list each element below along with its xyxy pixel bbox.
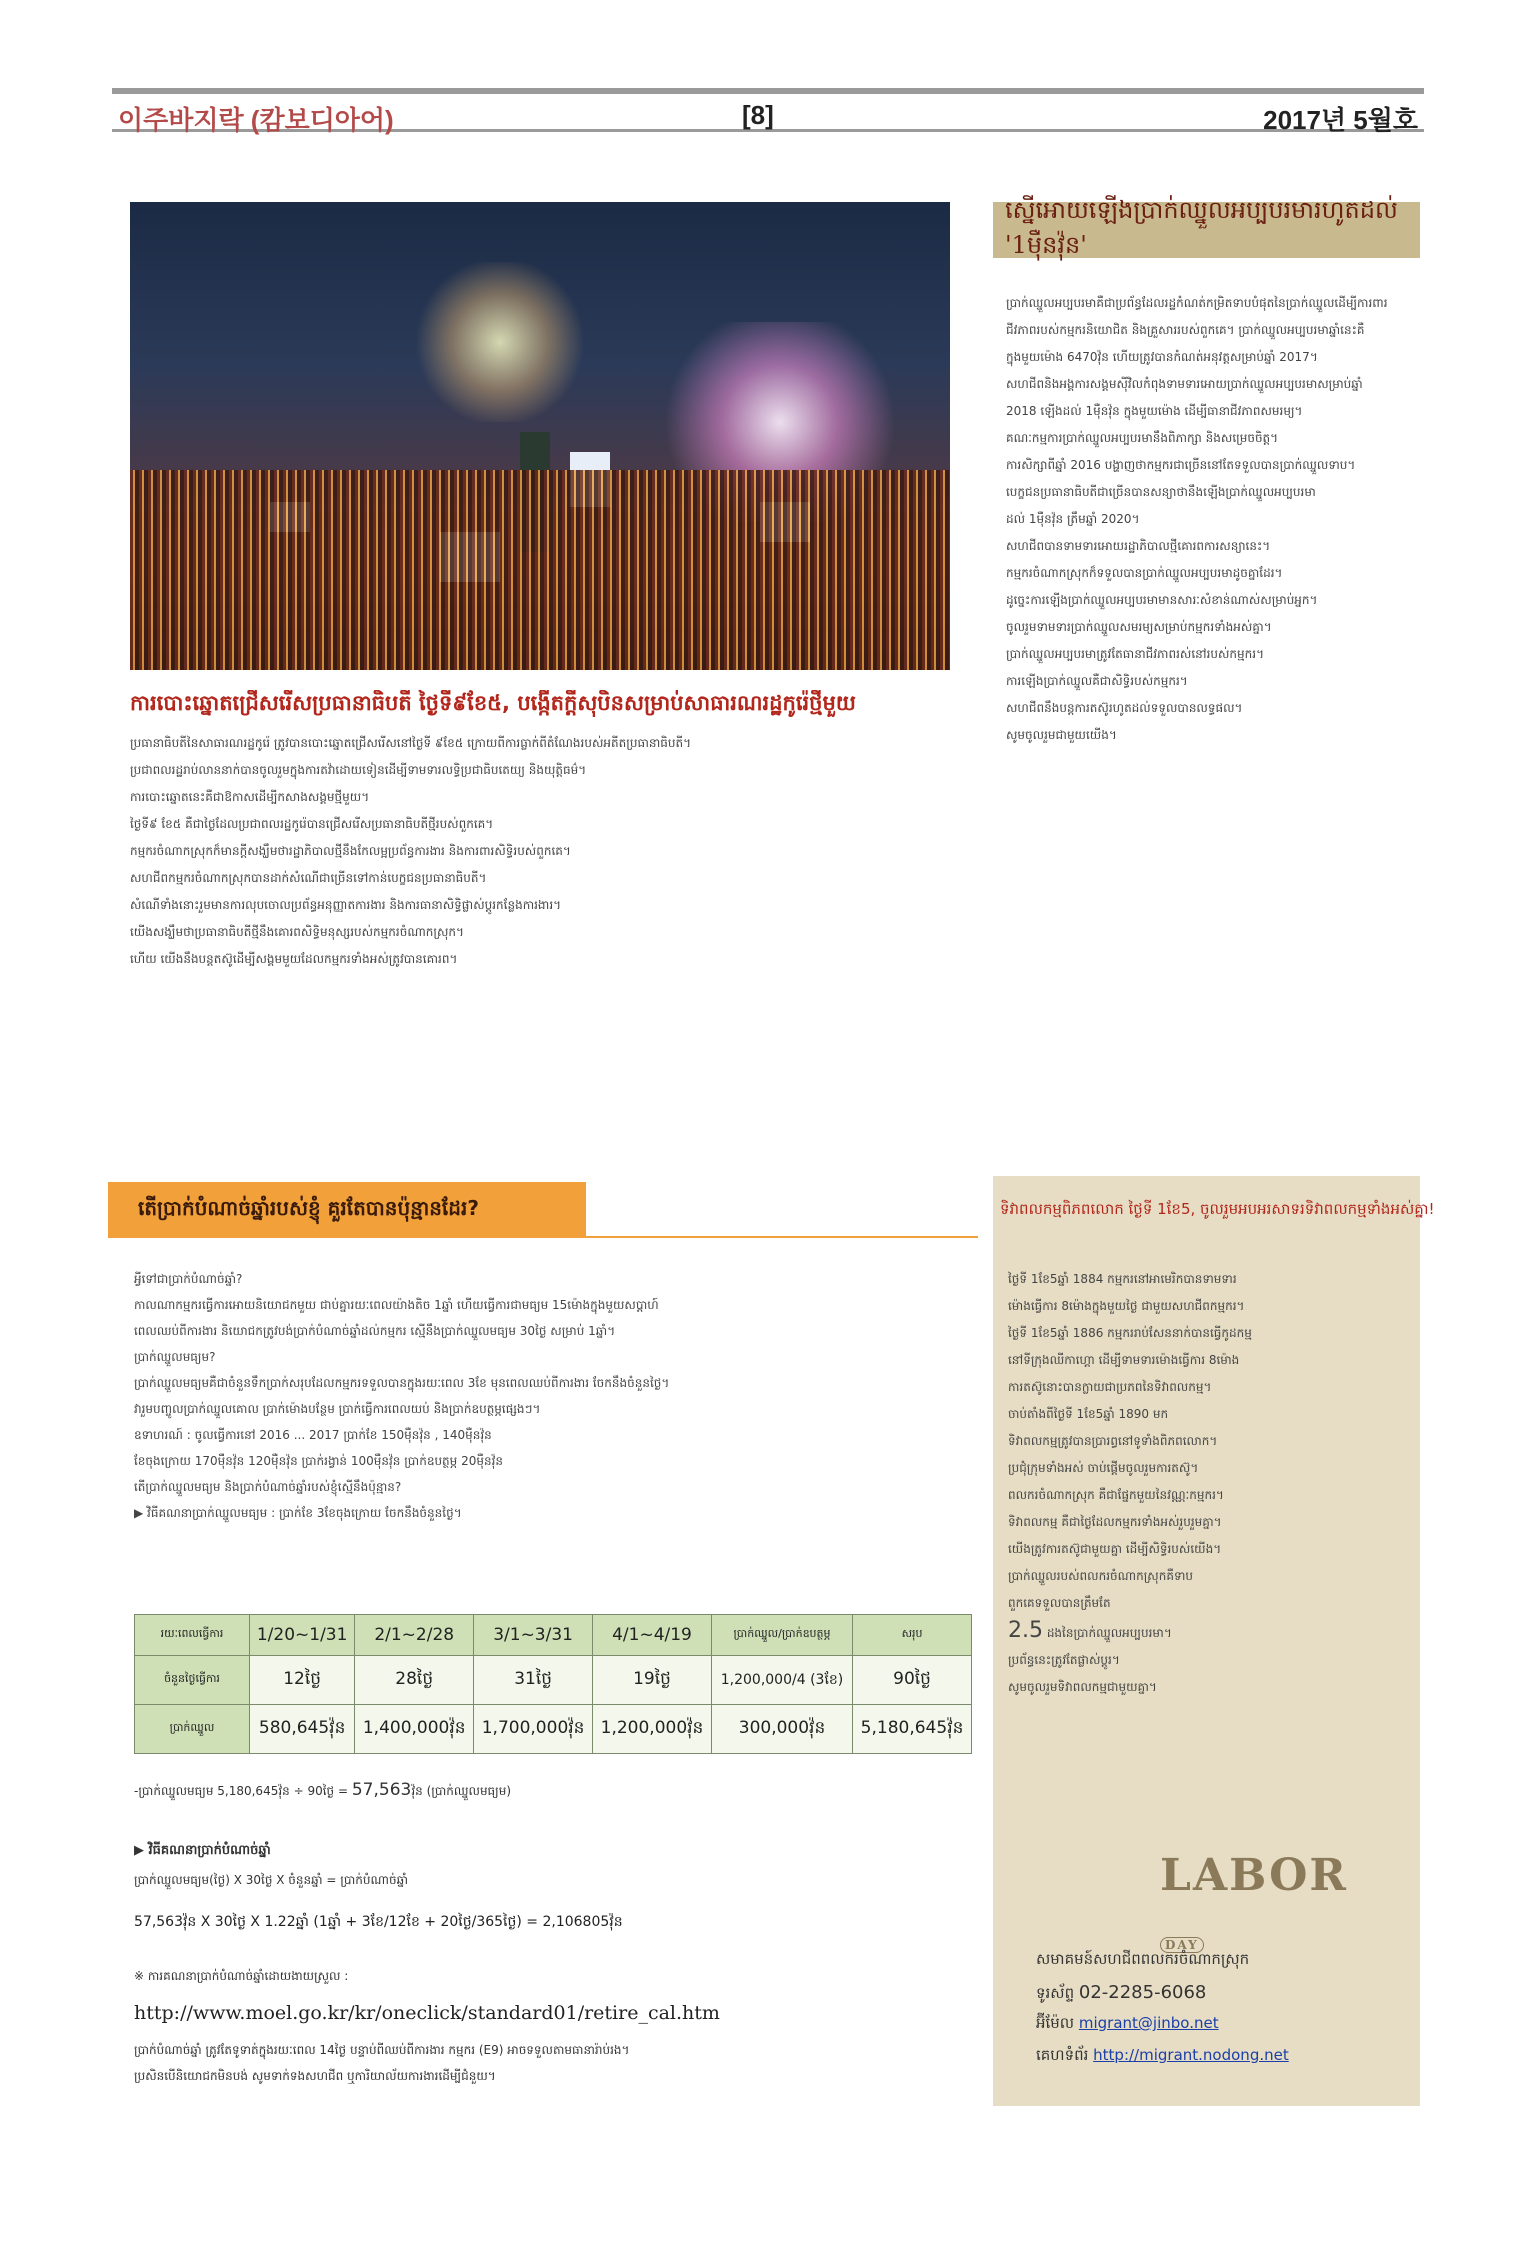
email-link[interactable]: migrant@jinbo.net [1078, 2014, 1219, 2032]
table-cell: 1,200,000វ៉ុន [593, 1705, 712, 1754]
severance-pay-text: អ្វីទៅជាប្រាក់បំណាច់ឆ្នាំ? កាលណាកម្មករធ្វើការអោយនិយោជកមួយ ជាប់គ្នារយៈពេលយ៉ាងតិច 1ឆ្នាំ ហើយធ្វើការជាមធ្យម 15ម៉ោងក្នុងមួយសប្តាហ៍ ពេលឈប់ពីការងារ និយោជកត្រូវបង់ប្រាក់បំណាច់ឆ្នាំដល់កម្មករ ស្មើនឹងប្រាក់ឈ្នួលមធ្យម 30ថ្ងៃ សម្រាប់ 1ឆ្នាំ។ ប្រាក់ឈ្នួលមធ្យម? ប្រាក់ឈ្នួលមធ្យមគឺជាចំនួនទឹកប្រាក់សរុបដែលកម្មករទទួលបានក្នុងរយៈពេល 3ខែ មុនពេលឈប់ពីការងារ ចែកនឹងចំនួនថ្ងៃ។ វារួមបញ្ចូលប្រាក់ឈ្នួលគោល ប្រាក់ម៉ោងបន្ថែម ប្រាក់ធ្វើការពេលយប់ និងប្រាក់ឧបត្ថម្ភផ្សេងៗ។ ឧទាហរណ៍ : ចូលធ្វើការនៅ 2016 ... 2017 ប្រាក់ខែ 150ម៉ឺនវ៉ុន , 140ម៉ឺនវ៉ុន ខែចុងក្រោយ 170ម៉ឺនវ៉ុន 120ម៉ឺនវ៉ុន ប្រាក់រង្វាន់ 100ម៉ឺនវ៉ុន ប្រាក់ឧបត្ថម្ភ 20ម៉ឺនវ៉ុន តើប្រាក់ឈ្នួលមធ្យម និងប្រាក់បំណាច់ឆ្នាំរបស់ខ្ញុំស្មើនឹងប៉ុន្មាន? ▶ វិធីគណនាប្រាក់ឈ្នួលមធ្យម : ប្រាក់ខែ 3ខែចុងក្រោយ ចែកនឹងចំនួនថ្ងៃ។ [134, 1272, 670, 1520]
table-row [135, 1705, 972, 1754]
calc-note: ※ ការគណនាប្រាក់បំណាច់ឆ្នាំដោយងាយស្រួល : [134, 1969, 349, 1983]
may-day-title: ទិវាពលកម្មពិភពលោក ថ្ងៃទី 1ខែ5, ចូលរួមអបអរសាទរទិវាពលកម្មទាំងអស់គ្នា! [1000, 1200, 1435, 1218]
newsletter-title: 이주바지락 (캄보디아어) [118, 105, 394, 135]
table-header-cell: 4/1~4/19 [593, 1615, 712, 1656]
row-label: ប្រាក់ឈ្នួល [135, 1705, 250, 1754]
sidebar-minimum-wage-title: ស្នើអោយឡើងប្រាក់ឈ្នួលអប្បបរមារហូតដល់ '1ម៉ឺនវ៉ុន' [993, 202, 1420, 258]
closing-text: ប្រាក់បំណាច់ឆ្នាំ ត្រូវតែទូទាត់ក្នុងរយៈពេល 14ថ្ងៃ បន្ទាប់ពីឈប់ពីការងារ កម្មករ (E9) អាចទទួលតាមធានារ៉ាប់រង។ [134, 2043, 630, 2057]
photo-caption: ការបោះឆ្នោតជ្រើសរើសប្រធានាធិបតី ថ្ងៃទី៩ខែ៥, បង្កើតក្តីសុបិនសម្រាប់សាធារណរដ្ឋកូរ៉េថ្មីមួយ [130, 691, 856, 715]
table-header-cell: 1/20~1/31 [250, 1615, 355, 1656]
candlelight-rally-photo [130, 202, 950, 670]
table-header-cell: រយៈពេលធ្វើការ [135, 1615, 250, 1656]
election-article-text: ប្រធានាធិបតីនៃសាធារណរដ្ឋកូរ៉េ ត្រូវបានបោះឆ្នោតជ្រើសរើសនៅថ្ងៃទី ៩ខែ៥ ក្រោយពីការធ្លាក់ពីតំណែងរបស់អតីតប្រធានាធិបតី។ ប្រជាពលរដ្ឋរាប់លាននាក់បានចូលរួមក្នុងការតវ៉ាដោយទៀនដើម្បីទាមទារលទ្ធិប្រជាធិបតេយ្យ និងយុត្តិធម៌។ ការបោះឆ្នោតនេះគឺជាឱកាសដើម្បីកសាងសង្គមថ្មីមួយ។ ថ្ងៃទី៩ ខែ៥ គឺជាថ្ងៃដែលប្រជាពលរដ្ឋកូរ៉េបានជ្រើសរើសប្រធានាធិបតីថ្មីរបស់ពួកគេ។ កម្មករចំណាកស្រុកក៏មានក្តីសង្ឃឹមថារដ្ឋាភិបាលថ្មីនឹងកែលម្អប្រព័ន្ធការងារ និងការពារសិទ្ធិរបស់ពួកគេ។ សហជីពកម្មករចំណាកស្រុកបានដាក់សំណើជាច្រើនទៅកាន់បេក្ខជនប្រធានាធិបតី។ សំណើទាំងនោះរួមមានការលុបចោលប្រព័ន្ធអនុញ្ញាតការងារ និងការធានាសិទ្ធិផ្លាស់ប្តូរកន្លែងការងារ។ យើងសង្ឃឹមថាប្រធានាធិបតីថ្មីនឹងគោរពសិទ្ធិមនុស្សរបស់កម្មករចំណាកស្រុក។ ហើយ យើងនឹងបន្តតស៊ូដើម្បីសង្គមមួយដែលកម្មករទាំងអស់ត្រូវបានគោរព។ [130, 736, 692, 966]
table-cell: 19ថ្ងៃ [593, 1656, 712, 1705]
table-cell: 580,645វ៉ុន [250, 1705, 355, 1754]
table-cell: 90ថ្ងៃ [853, 1656, 972, 1705]
page-number: [8] [742, 100, 774, 130]
page-header [112, 88, 1424, 135]
contact-web: គេហទំព័រ http://migrant.nodong.net [1036, 2046, 1289, 2064]
table-header-row [135, 1615, 972, 1656]
website-link[interactable]: http://migrant.nodong.net [1093, 2046, 1289, 2064]
average-wage-table [134, 1614, 972, 1754]
table-cell: 12ថ្ងៃ [250, 1656, 355, 1705]
contact-org: សមាគមន៍សហជីពពលករចំណាកស្រុក [1036, 1950, 1250, 1968]
sidebar-minimum-wage-text: ប្រាក់ឈ្នួលអប្បបរមាគឺជាប្រព័ន្ធដែលរដ្ឋកំណត់កម្រិតទាបបំផុតនៃប្រាក់ឈ្នួលដើម្បីការពារ ជីវភាពរបស់កម្មករនិយោជិត និងគ្រួសាររបស់ពួកគេ។ ប្រាក់ឈ្នួលអប្បបរមាឆ្នាំនេះគឺ ក្នុងមួយម៉ោង 6470វ៉ុន ហើយត្រូវបានកំណត់អនុវត្តសម្រាប់ឆ្នាំ 2017។ សហជីពនិងអង្គការសង្គមស៊ីវិលកំពុងទាមទារអោយប្រាក់ឈ្នួលអប្បបរមាសម្រាប់ឆ្នាំ 2018 ឡើងដល់ 1ម៉ឺនវ៉ុន ក្នុងមួយម៉ោង ដើម្បីធានាជីវភាពសមរម្យ។ គណៈកម្មការប្រាក់ឈ្នួលអប្បបរមានឹងពិភាក្សា និងសម្រេចចិត្ត។ ការសិក្សាពីឆ្នាំ 2016 បង្ហាញថាកម្មករជាច្រើននៅតែទទួលបានប្រាក់ឈ្នួលទាប។ បេក្ខជនប្រធានាធិបតីជាច្រើនបានសន្យាថានឹងឡើងប្រាក់ឈ្នួលអប្បបរមា ដល់ 1ម៉ឺនវ៉ុន ត្រឹមឆ្នាំ 2020។ សហជីពបានទាមទារអោយរដ្ឋាភិបាលថ្មីគោរពការសន្យានេះ។ កម្មករចំណាកស្រុកក៏ទទួលបានប្រាក់ឈ្នួលអប្បបរមាដូចគ្នាដែរ។ ដូច្នេះការឡើងប្រាក់ឈ្នួលអប្បបរមាមានសារៈសំខាន់ណាស់សម្រាប់អ្នក។ ចូលរួមទាមទារប្រាក់ឈ្នួលសមរម្យសម្រាប់កម្មករទាំងអស់គ្នា។ ប្រាក់ឈ្នួលអប្បបរមាត្រូវតែធានាជីវភាពរស់នៅរបស់កម្មករ។ ការឡើងប្រាក់ឈ្នួលគឺជាសិទ្ធិរបស់កម្មករ។ សហជីពនឹងបន្តការតស៊ូរហូតដល់ទទួលបានលទ្ធផល។ សូមចូលរួមជាមួយយើង។ [1006, 296, 1388, 742]
row-label: ចំនួនថ្ងៃធ្វើការ [135, 1656, 250, 1705]
severance-pay-section-title: តើប្រាក់បំណាច់ឆ្នាំរបស់ខ្ញុំ គួរតែបានប៉ុន្មានដែរ? [108, 1182, 586, 1238]
calculator-url[interactable]: http://www.moel.go.kr/kr/oneclick/standard01/retire_cal.htm [134, 2002, 720, 2024]
table-cell: 31ថ្ងៃ [474, 1656, 593, 1705]
contact-phone: ទូរស័ព្ទ 02-2285-6068 [1036, 1982, 1207, 2003]
severance-formula: 57,563វ៉ុន X 30ថ្ងៃ X 1.22ឆ្នាំ (1ឆ្នាំ + 3ខែ/12ខែ + 20ថ្ងៃ/365ថ្ងៃ) = 2,106805វ៉ុន [134, 1914, 623, 1930]
table-row [135, 1656, 972, 1705]
table-header-cell: សរុប [853, 1615, 972, 1656]
closing-text-2: ប្រសិនបើនិយោជកមិនបង់ សូមទាក់ទងសហជីព ឬការិយាល័យការងារដើម្បីជំនួយ។ [134, 2069, 496, 2083]
calc-line: ប្រាក់ឈ្នួលមធ្យម(ថ្ងៃ) X 30ថ្ងៃ X ចំនួនឆ្នាំ = ប្រាក់បំណាច់ឆ្នាំ [134, 1873, 408, 1887]
table-cell: 28ថ្ងៃ [355, 1656, 474, 1705]
issue-date: 2017년 5월호 [1263, 105, 1418, 135]
table-cell: 1,400,000វ៉ុន [355, 1705, 474, 1754]
average-wage-result: -ប្រាក់ឈ្នួលមធ្យម 5,180,645វ៉ុន ÷ 90ថ្ងៃ = 57,563វ៉ុន (ប្រាក់ឈ្នួលមធ្យម) [134, 1780, 512, 1800]
calc-title: ▶ វិធីគណនាប្រាក់បំណាច់ឆ្នាំ [134, 1843, 271, 1858]
table-header-cell: ប្រាក់ឈ្នួល/ប្រាក់ឧបត្ថម្ភ [711, 1615, 852, 1656]
may-day-text: ថ្ងៃទី 1ខែ5ឆ្នាំ 1884 កម្មករនៅអាមេរិកបានទាមទារ ម៉ោងធ្វើការ 8ម៉ោងក្នុងមួយថ្ងៃ ជាមួយសហជីពកម្មករ។ ថ្ងៃទី 1ខែ5ឆ្នាំ 1886 កម្មកររាប់សែននាក់បានធ្វើកូដកម្ម នៅទីក្រុងឈីកាហ្គោ ដើម្បីទាមទារម៉ោងធ្វើការ 8ម៉ោង ការតស៊ូនោះបានក្លាយជាប្រភពនៃទិវាពលកម្ម។ ចាប់តាំងពីថ្ងៃទី 1ខែ5ឆ្នាំ 1890 មក ទិវាពលកម្មត្រូវបានប្រារព្ធនៅទូទាំងពិភពលោក។ ប្រជុំក្រុមទាំងអស់ ចាប់ផ្តើមចូលរួមការតស៊ូ។ ពលករចំណាកស្រុក គឺជាផ្នែកមួយនៃវណ្ណៈកម្មករ។ ទិវាពលកម្ម គឺជាថ្ងៃដែលកម្មករទាំងអស់រួបរួមគ្នា។ យើងត្រូវការតស៊ូជាមួយគ្នា ដើម្បីសិទ្ធិរបស់យើង។ ប្រាក់ឈ្នួលរបស់ពលករចំណាកស្រុកគឺទាប ពួកគេទទួលបានត្រឹមតែ 2.5 ដងនៃប្រាក់ឈ្នួលអប្បបរមា។ ប្រព័ន្ធនេះត្រូវតែផ្លាស់ប្តូរ។ សូមចូលរួមទិវាពលកម្មជាមួយគ្នា។ [1008, 1272, 1252, 1694]
table-cell: 300,000វ៉ុន [711, 1705, 852, 1754]
table-header-cell: 2/1~2/28 [355, 1615, 474, 1656]
labor-day-logo: LABOR DAY [1160, 1850, 1348, 1952]
contact-email: អ៊ីម៉ែល migrant@jinbo.net [1036, 2014, 1219, 2032]
section-divider [108, 1236, 978, 1238]
table-cell: 1,700,000វ៉ុន [474, 1705, 593, 1754]
table-header-cell: 3/1~3/31 [474, 1615, 593, 1656]
table-cell: 5,180,645វ៉ុន [853, 1705, 972, 1754]
table-cell: 1,200,000/4 (3ខែ) [711, 1656, 852, 1705]
